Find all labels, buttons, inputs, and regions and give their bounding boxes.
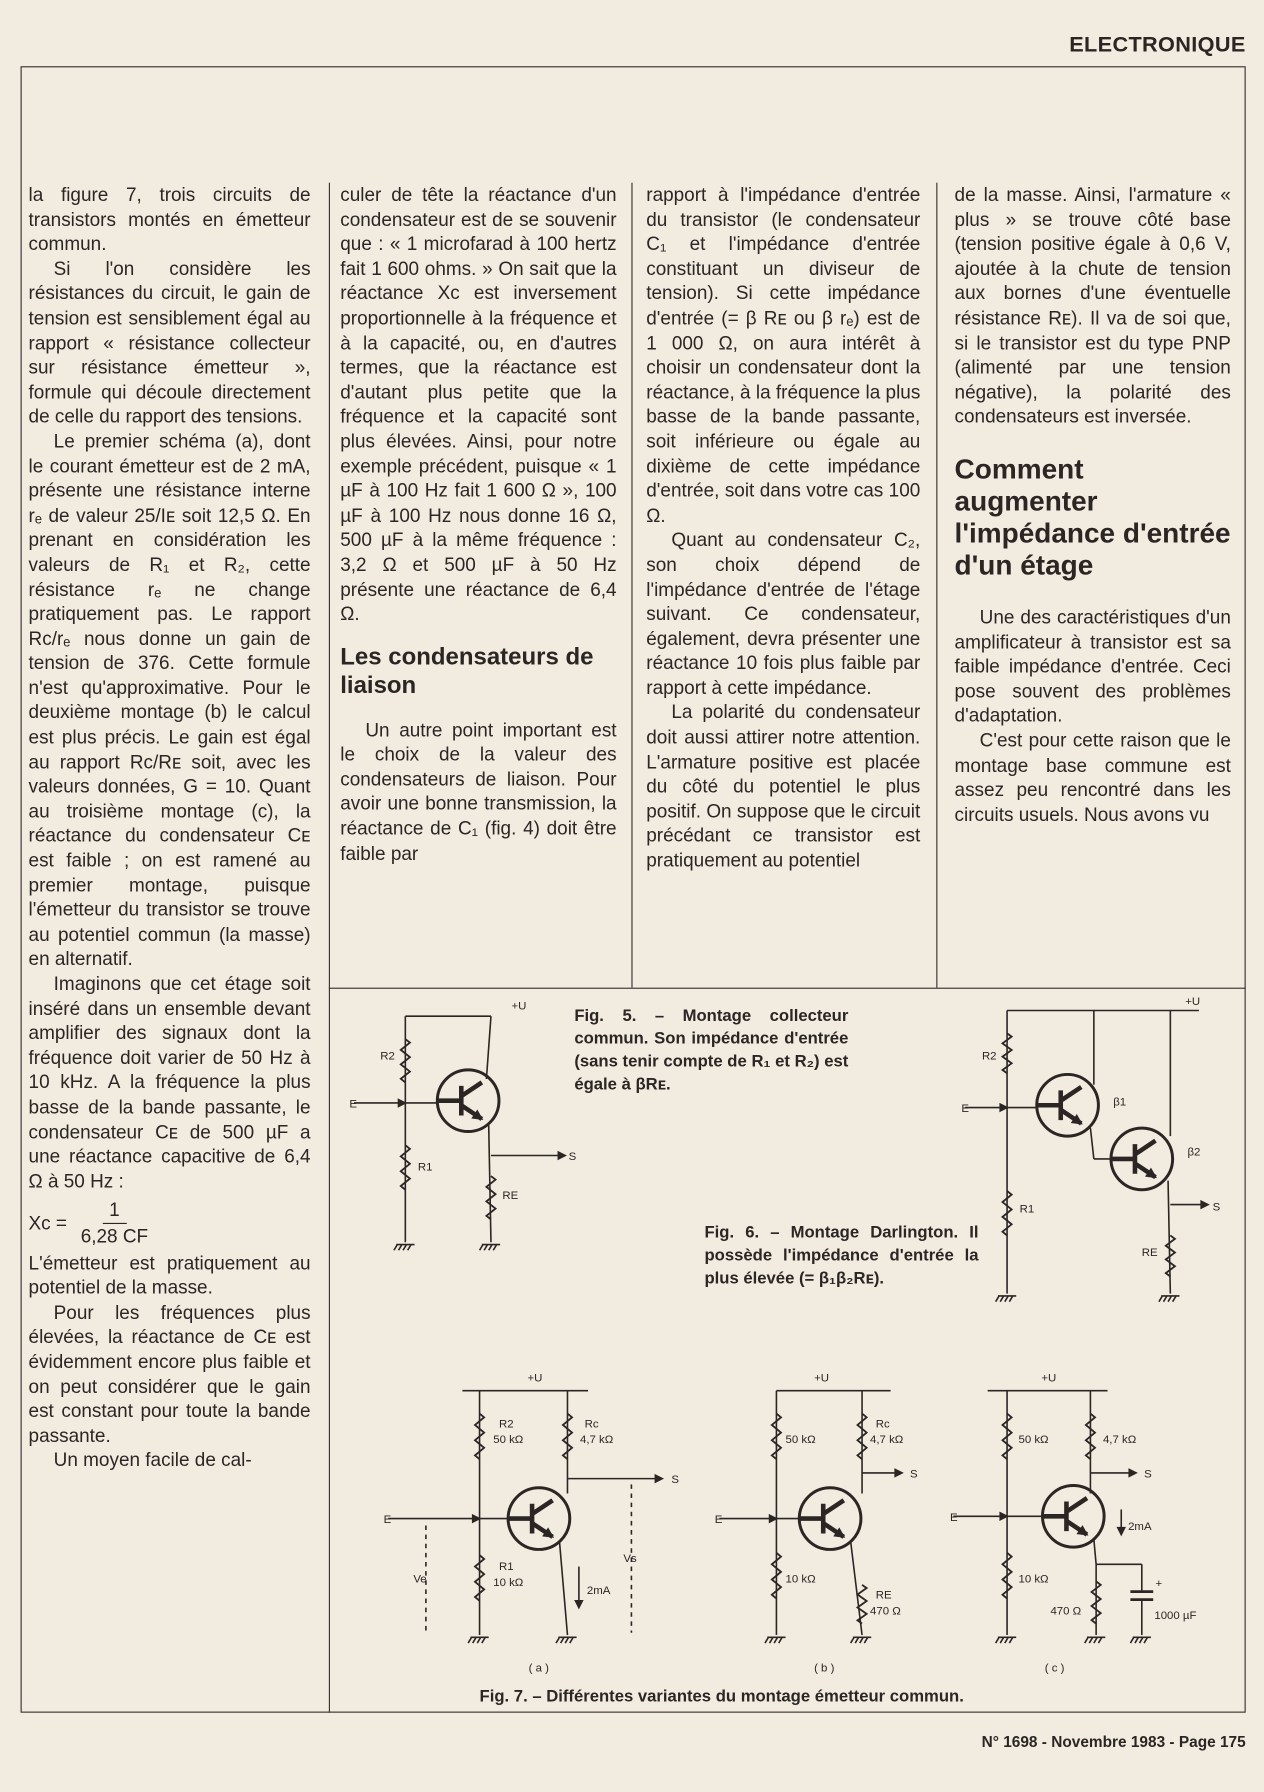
fig6-s-label: S	[1212, 1201, 1221, 1214]
resistor-icon	[1003, 1191, 1012, 1236]
fig6-caption: Fig. 6. – Montage Darlington. Il possède l'impédance d'entrée la plus élevée (= β₁β₂Rᴇ).	[704, 1224, 979, 1288]
fig7b-re-value: 470 Ω	[870, 1605, 901, 1618]
resistor-icon	[401, 1145, 410, 1190]
ground-icon	[1085, 1637, 1106, 1643]
arrow-icon	[895, 1469, 902, 1476]
fig7c-s-label: S	[1144, 1468, 1152, 1481]
arrow-icon	[473, 1515, 480, 1522]
paragraph: Un moyen facile de cal-	[53, 1449, 252, 1471]
fig5-s-label: S	[568, 1151, 577, 1164]
fig5-plus-u-label: +U	[511, 1000, 527, 1013]
fig7c-label: ( c )	[1044, 1662, 1065, 1675]
section-heading: Comment augmenter l'impédance d'entrée d'un étage	[954, 454, 1231, 582]
fig5-e-label: E	[349, 1098, 358, 1111]
fig7c-capacitor-plus: +	[1155, 1578, 1163, 1591]
paragraph: Une des caractéristiques d'un amplificateur à transistor est sa faible impédance d'entrée. Ceci pose souvent des problèmes d'adaptation.	[954, 606, 1231, 727]
ground-icon	[996, 1296, 1017, 1302]
fig7a-label: ( a )	[528, 1662, 549, 1675]
fig7c-plus-u-label: +U	[1041, 1372, 1057, 1385]
ground-icon	[468, 1637, 489, 1643]
arrow-icon	[1129, 1469, 1136, 1476]
paragraph: L'émetteur est pratiquement au potentiel de la masse.	[28, 1252, 311, 1299]
fig7a-r2-value: 50 kΩ	[493, 1434, 524, 1447]
resistor-icon	[563, 1414, 572, 1460]
resistor-icon	[475, 1414, 484, 1460]
wire	[1090, 1128, 1093, 1159]
resistor-icon	[1003, 1414, 1012, 1460]
fig6-r1-label: R1	[1019, 1203, 1035, 1216]
wire	[559, 1541, 567, 1635]
fig7c-current-label: 2mA	[1128, 1521, 1152, 1534]
fig7a-ve-label: Ve	[413, 1573, 427, 1586]
fig7-caption: Fig. 7. – Différentes variantes du montage émetteur commun.	[479, 1687, 964, 1706]
paragraph: la figure 7, trois circuits de transistors montés en émetteur commun.	[28, 183, 311, 255]
fig7c-r1-value: 10 kΩ	[1018, 1573, 1049, 1586]
fig6-beta2-label: β2	[1187, 1146, 1201, 1159]
paragraph: Un autre point important est le choix de la valeur des condensateurs de liaison. Pour avoir une bonne transmission, la réactance de C₁ (fig. 4) doit être faible par	[340, 718, 617, 864]
resistor-icon	[1092, 1581, 1101, 1623]
paragraph: Le premier schéma (a), dont le courant émetteur est de 2 mA, présente une résistance interne rₑ de valeur 25/Iᴇ soit 12,5 Ω. En prenant en considération les valeurs de R₁ et R₂, cette résistance rₑ ne change pratiquement pas. Le rapport Rᴄ/rₑ nous donne un gain de tension de 376. Cette formule n'est qu'approximative. Pour le deuxième montage (b) le calcul est plus précis. Le gain est égal au rapport Rᴄ/Rᴇ soit, avec les valeurs données, G = 10. Quant au troisième montage (c), la réactance du condensateur Cᴇ est faible ; on est ramené au premier montage, puisque l'émetteur du transistor se trouve au potentiel commun (la masse) en alternatif.	[28, 430, 311, 970]
ground-icon	[851, 1637, 872, 1643]
fig7a-r2-label: R2	[498, 1418, 514, 1431]
paragraph: culer de tête la réactance d'un condensateur est de se souvenir que : « 1 microfarad à 100 hertz fait 1 600 ohms. » On sait que la réactance Xc est inversement proportionnelle à la fréquence et à la capacité, ou, en d'autres termes, que la réactance est d'autant plus petite que la fréquence et la capacité sont plus élevées. Ainsi, pour notre exemple précédent, puisque « 1 µF à 100 Hz fait 1 600 Ω », 100 µF à 100 Hz nous donne 16 Ω, 500 µF à la même fréquence : 3,2 Ω et 500 µF à 50 Hz présente une réactance de 6,4 Ω.	[340, 183, 617, 625]
paragraph: La polarité du condensateur doit aussi attirer notre attention. L'armature positive est placée du côté du potentiel le plus positif. On suppose que le circuit précédant ce transistor est pratiquement au potentiel	[646, 701, 921, 872]
resistor-icon	[401, 1039, 410, 1082]
fig5-re-label: RE	[502, 1189, 519, 1202]
capacitor-icon	[1130, 1592, 1153, 1600]
resistor-icon	[475, 1555, 484, 1601]
fig7b-s-label: S	[910, 1468, 918, 1481]
page-footer: N° 1698 - Novembre 1983 - Page 175	[981, 1733, 1246, 1751]
resistor-icon	[772, 1414, 781, 1460]
ground-icon	[1130, 1637, 1151, 1643]
fig6-beta1-label: β1	[1113, 1096, 1127, 1109]
paragraph: Pour les fréquences plus élevées, la réactance de Cᴇ est évidemment encore plus faible et on peut considérer que le gain est constant pour toute la bande passante.	[28, 1301, 311, 1447]
fig7b-label: ( b )	[814, 1662, 835, 1675]
wire	[851, 1541, 862, 1635]
formula-denominator: 6,28 CF	[80, 1225, 149, 1247]
resistor-icon	[486, 1176, 495, 1219]
resistor-icon	[1166, 1235, 1175, 1276]
paragraph: de la masse. Ainsi, l'armature « plus » se trouve côté base (tension positive égale à 0,6 V, ajoutée à la chute de tension aux bornes d'une éventuelle résistance Rᴇ). Il va de soi que, si le transistor est du type PNP (alimenté par une tension négative), la polarité des condensateurs est inversée.	[954, 183, 1231, 428]
resistor-icon	[1003, 1033, 1012, 1073]
arrow-icon	[558, 1152, 565, 1159]
paragraph: Quant au condensateur C₂, son choix dépend de l'impédance d'entrée de l'étage suivant. Ce condensateur, également, devra présenter une réactance 10 fois plus faible par rapport à cette impédance.	[646, 529, 921, 699]
paragraph: Si l'on considère les résistances du circuit, le gain de tension est sensiblement égal au rapport « résistance collecteur sur résistance émetteur », formule qui découle directement de celle du rapport des tensions.	[28, 257, 311, 428]
fig6-re-label: RE	[1141, 1246, 1158, 1259]
fig7b-re-label: RE	[875, 1589, 892, 1602]
arrow-icon	[398, 1100, 405, 1107]
fig7c-rc-value: 4,7 kΩ	[1102, 1434, 1137, 1447]
wire	[486, 1016, 491, 1079]
section-heading: Les condensateurs de liaison	[340, 643, 594, 699]
fig7c-e-label: E	[949, 1511, 958, 1524]
fig7a-r1-label: R1	[498, 1560, 514, 1573]
fig7a-current-label: 2mA	[586, 1584, 611, 1597]
arrow-icon	[575, 1601, 582, 1608]
fig7a-r1-value: 10 kΩ	[493, 1576, 524, 1589]
paragraph: rapport à l'impédance d'entrée du transistor (le condensateur C₁ et l'impédance d'entrée constituant un diviseur de tension). Si cette impédance d'entrée (= β Rᴇ ou β rₑ) est de 1 000 Ω, on aura intérêt à choisir un condensateur dont la réactance, à la fréquence la plus basse de la bande passante, soit inférieure ou égale au dixième de cette impédance d'entrée, soit dans votre cas 100 Ω.	[646, 183, 921, 527]
ground-icon	[1159, 1296, 1180, 1302]
paragraph: Imaginons que cet étage soit inséré dans un ensemble devant amplifier des signaux dont la fréquence doit varier de 50 Hz à 10 kHz. A la fréquence la plus basse de la bande passante, le condensateur Cᴇ de 500 µF a une réactance capacitive de 6,4 Ω à 50 Hz :	[28, 972, 311, 1192]
fig7a-rc-label: Rc	[584, 1418, 599, 1431]
arrow-icon	[1000, 1513, 1007, 1520]
fig7a-plus-u-label: +U	[527, 1372, 543, 1385]
formula-numerator: 1	[102, 1198, 126, 1224]
fig7b-rc-label: Rc	[875, 1418, 890, 1431]
fig7b-rc-value: 4,7 kΩ	[870, 1434, 904, 1447]
fig7a-vs-label: Vs	[623, 1552, 637, 1565]
fig7a-rc-value: 4,7 kΩ	[580, 1434, 614, 1447]
resistor-icon	[1003, 1553, 1012, 1599]
resistor-icon	[857, 1414, 866, 1460]
fig6-e-label: E	[961, 1103, 970, 1116]
fig7c-re-value: 470 Ω	[1050, 1605, 1082, 1618]
arrow-icon	[770, 1515, 777, 1522]
arrow-icon	[1000, 1104, 1007, 1111]
section-header: ELECTRONIQUE	[1069, 33, 1246, 58]
fig5-r1-label: R1	[417, 1161, 433, 1174]
fig7a-s-label: S	[671, 1474, 679, 1487]
fig6-r2-label: R2	[981, 1050, 997, 1063]
ground-icon	[556, 1637, 577, 1643]
arrow-icon	[1118, 1528, 1125, 1535]
wire	[1094, 1539, 1096, 1564]
fig7c-capacitor-value: 1000 µF	[1154, 1610, 1197, 1623]
ground-icon	[394, 1245, 415, 1251]
formula-lhs: Xc =	[28, 1212, 67, 1234]
paragraph: C'est pour cette raison que le montage base commune est assez peu rencontré dans les circuits usuels. Nous avons vu	[954, 729, 1231, 826]
arrow-icon	[1201, 1201, 1208, 1208]
fig6-plus-u-label: +U	[1185, 995, 1201, 1008]
fig7b-r2-value: 50 kΩ	[785, 1434, 816, 1447]
resistor-icon	[772, 1553, 781, 1599]
fig7b-e-label: E	[714, 1514, 723, 1527]
resistor-icon	[1086, 1414, 1095, 1460]
fig7b-r1-value: 10 kΩ	[785, 1573, 816, 1586]
fig7a-e-label: E	[383, 1514, 392, 1527]
fig5-caption: Fig. 5. – Montage collecteur commun. Son impédance d'entrée (sans tenir compte de R₁ et R₂) est égale à βRᴇ.	[574, 1007, 849, 1094]
ground-icon	[480, 1245, 501, 1251]
ground-icon	[996, 1637, 1017, 1643]
fig5-r2-label: R2	[380, 1050, 395, 1063]
arrow-icon	[655, 1475, 662, 1482]
ground-icon	[765, 1637, 786, 1643]
fig7c-r2-value: 50 kΩ	[1018, 1434, 1049, 1447]
fig7b-plus-u-label: +U	[814, 1372, 830, 1385]
